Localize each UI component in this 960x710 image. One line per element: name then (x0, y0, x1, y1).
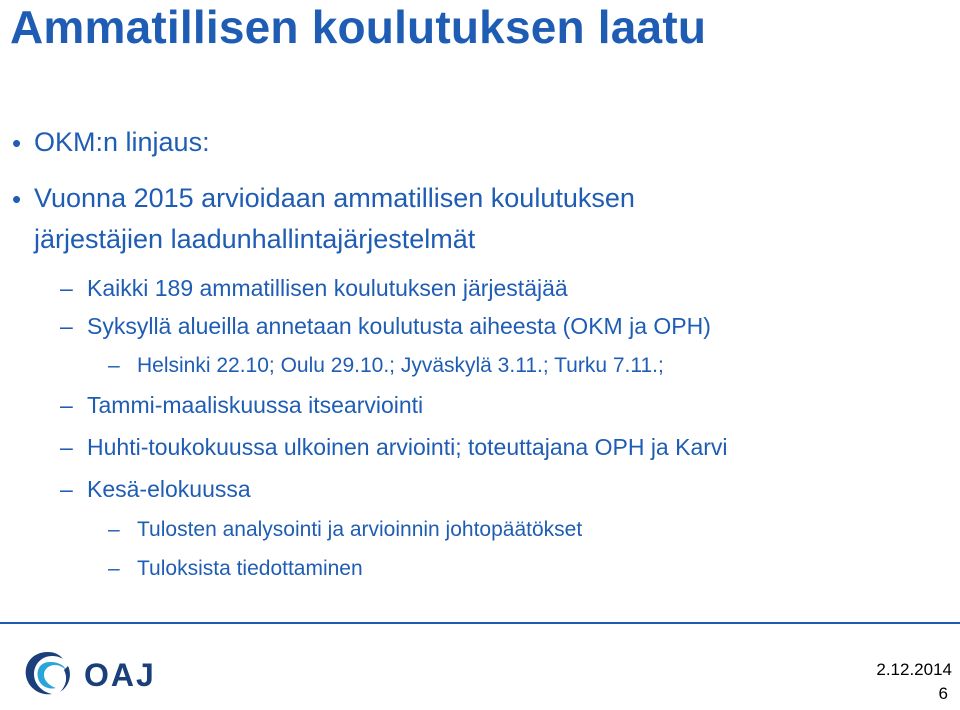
bullet-item-continuation: järjestäjien laadunhallintajärjestelmät (34, 224, 476, 254)
sub-item: Kaikki 189 ammatillisen koulutuksen järjestäjää (87, 275, 568, 301)
bullet-item: Vuonna 2015 arvioidaan ammatillisen koulutuksen (34, 183, 635, 213)
dash-icon: – (108, 518, 120, 541)
oaj-logo-graphic (22, 648, 182, 700)
sub-sub-item: Helsinki 22.10; Oulu 29.10.; Jyväskylä 3.11.; Turku 7.11.; (137, 354, 664, 377)
dash-icon: – (60, 392, 73, 418)
dash-icon: – (60, 476, 73, 502)
dash-icon: – (60, 313, 73, 339)
oaj-logo (22, 648, 182, 700)
footer-date: 2.12.2014 (876, 660, 952, 679)
slide-title: Ammatillisen koulutuksen laatu (10, 1, 707, 53)
sub-item: Huhti-toukokuussa ulkoinen arviointi; toteuttajana OPH ja Karvi (87, 434, 728, 460)
dash-icon: – (60, 275, 73, 301)
footer-divider (0, 622, 960, 624)
sub-sub-item: Tuloksista tiedottaminen (137, 557, 363, 580)
bullet-icon: • (12, 184, 22, 214)
sub-item: Syksyllä alueilla annetaan koulutusta aiheesta (OKM ja OPH) (87, 313, 711, 339)
logo-text: OAJ (84, 657, 156, 693)
dash-icon: – (108, 354, 120, 377)
dash-icon: – (60, 434, 73, 460)
bullet-icon: • (12, 128, 22, 158)
bullet-item: OKM:n linjaus: (34, 127, 210, 157)
sub-item: Tammi-maaliskuussa itsearviointi (87, 392, 424, 418)
oaj-emblem-icon (26, 652, 70, 694)
dash-icon: – (108, 557, 120, 580)
sub-sub-item: Tulosten analysointi ja arvioinnin johtopäätökset (137, 518, 583, 541)
sub-item: Kesä-elokuussa (87, 476, 251, 502)
page-number: 6 (938, 684, 948, 703)
